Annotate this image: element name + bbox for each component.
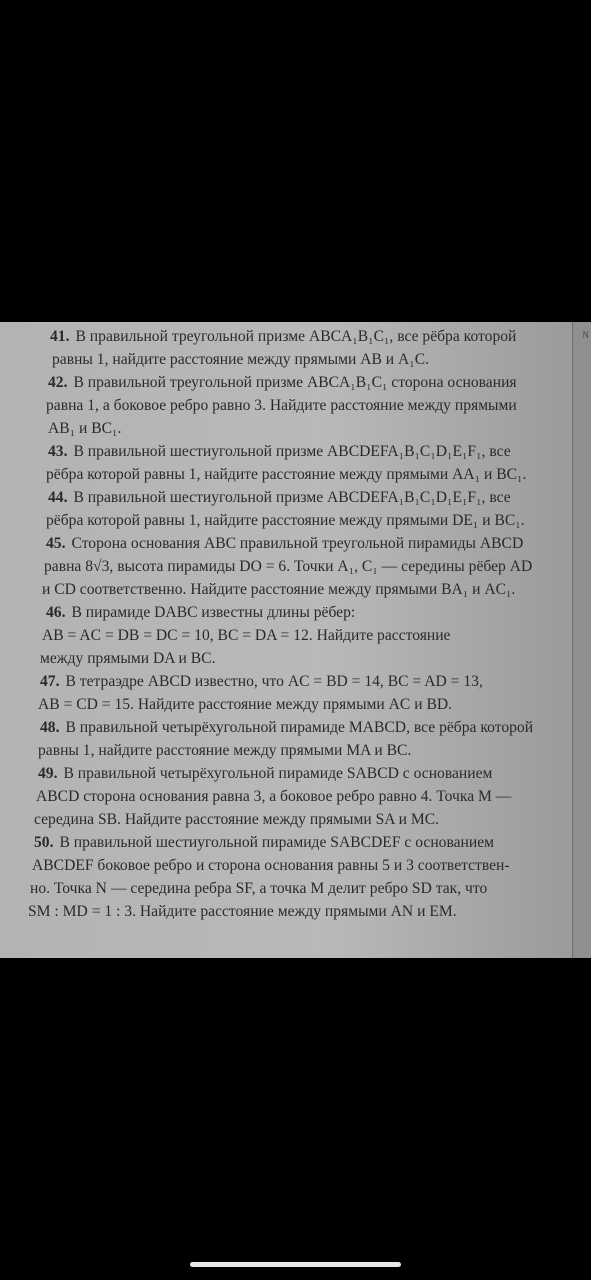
problem-number: 44. [48, 489, 68, 506]
problem-text: ABCDEF боковое ребро и сторона основания равны 5 и 3 соответствен- [32, 857, 510, 874]
problem-line [0, 348, 572, 371]
problem-number: 46. [46, 604, 66, 621]
problem-line [0, 785, 572, 808]
problem-text: ABCD сторона основания равна 3, а боковое ребро равно 4. Точка M — [36, 788, 512, 805]
problem-line [0, 440, 572, 463]
problem-text: В правильной треугольной призме ABCA₁B₁C₁ сторона основания [73, 374, 517, 391]
problem-text: и CD соответственно. Найдите расстояние между прямыми BA₁ и AC₁. [42, 581, 516, 598]
problem-text: равна 1, а боковое ребро равно 3. Найдите расстояние между прямыми [46, 397, 517, 414]
problem-line [0, 624, 572, 647]
problem-text: AB₁ и BC₁. [48, 420, 122, 437]
problem-line [0, 854, 572, 877]
problem-number: 41. [50, 328, 70, 345]
problem-line [0, 808, 572, 831]
problem-number: 48. [40, 719, 60, 736]
next-page-label: N [582, 330, 589, 340]
problem-line [0, 877, 572, 900]
problem-line [0, 486, 572, 509]
problem-text: равны 1, найдите расстояние между прямыми AB и A₁C. [52, 351, 430, 368]
problem-number: 50. [34, 834, 54, 851]
problem-line [0, 371, 572, 394]
next-page-edge [572, 322, 591, 958]
problem-text: В правильной треугольной призме ABCA₁B₁C₁, все рёбра которой [75, 328, 517, 345]
problem-text: равна 8√3, высота пирамиды DO = 6. Точки A₁, C₁ — середины рёбер AD [44, 558, 533, 575]
problem-line [0, 762, 572, 785]
problem-text: В правильной шестиугольной пирамиде SABCDEF с основанием [59, 834, 495, 851]
problem-text: AB = AC = DB = DC = 10, BC = DA = 12. Найдите расстояние [42, 627, 451, 644]
problem-text: между прямыми DA и BC. [40, 650, 216, 667]
problem-line [0, 693, 572, 716]
problem-line [0, 647, 572, 670]
problem-line [0, 394, 572, 417]
problem-text: AB = CD = 15. Найдите расстояние между прямыми AC и BD. [38, 696, 453, 713]
problem-text: В правильной четырёхугольной пирамиде MABCD, все рёбра которой [65, 719, 534, 736]
textbook-page-photo [0, 322, 591, 958]
problem-text: Сторона основания ABC правильной треугольной пирамиды ABCD [71, 535, 524, 552]
problem-text: В правильной шестиугольной призме ABCDEFA₁B₁C₁D₁E₁F₁, все [73, 443, 511, 460]
problem-line [0, 509, 572, 532]
problem-text: равны 1, найдите расстояние между прямыми MA и BC. [38, 742, 412, 759]
problem-line [0, 831, 572, 854]
problem-line [0, 670, 572, 693]
problem-number: 47. [40, 673, 60, 690]
problem-list [0, 325, 572, 923]
problem-line [0, 463, 572, 486]
home-indicator[interactable] [190, 1262, 401, 1267]
problem-text: В правильной шестиугольной призме ABCDEFA₁B₁C₁D₁E₁F₁, все [73, 489, 511, 506]
problem-number: 45. [46, 535, 66, 552]
problem-line [0, 900, 572, 923]
problem-text: рёбра которой равны 1, найдите расстояние между прямыми DE₁ и BC₁. [46, 512, 525, 529]
problem-number: 49. [38, 765, 58, 782]
problem-text: В правильной четырёхугольной пирамиде SABCD с основанием [63, 765, 493, 782]
problem-text: SM : MD = 1 : 3. Найдите расстояние между прямыми AN и EM. [28, 903, 457, 920]
problem-text: рёбра которой равны 1, найдите расстояние между прямыми AA₁ и BC₁. [46, 466, 527, 483]
problem-number: 42. [48, 374, 68, 391]
problem-line [0, 325, 572, 348]
problem-line [0, 739, 572, 762]
problem-text: но. Точка N — середина ребра SF, а точка M делит ребро SD так, что [30, 880, 488, 897]
problem-line [0, 716, 572, 739]
problem-line [0, 601, 572, 624]
problem-text: середина SB. Найдите расстояние между прямыми SA и MC. [34, 811, 439, 828]
problem-line [0, 578, 572, 601]
problem-line [0, 532, 572, 555]
problem-number: 43. [48, 443, 68, 460]
problem-line [0, 417, 572, 440]
problem-text: В пирамиде DABC известны длины рёбер: [71, 604, 356, 621]
problem-text: В тетраэдре ABCD известно, что AC = BD = 14, BC = AD = 13, [65, 673, 483, 690]
problem-line [0, 555, 572, 578]
